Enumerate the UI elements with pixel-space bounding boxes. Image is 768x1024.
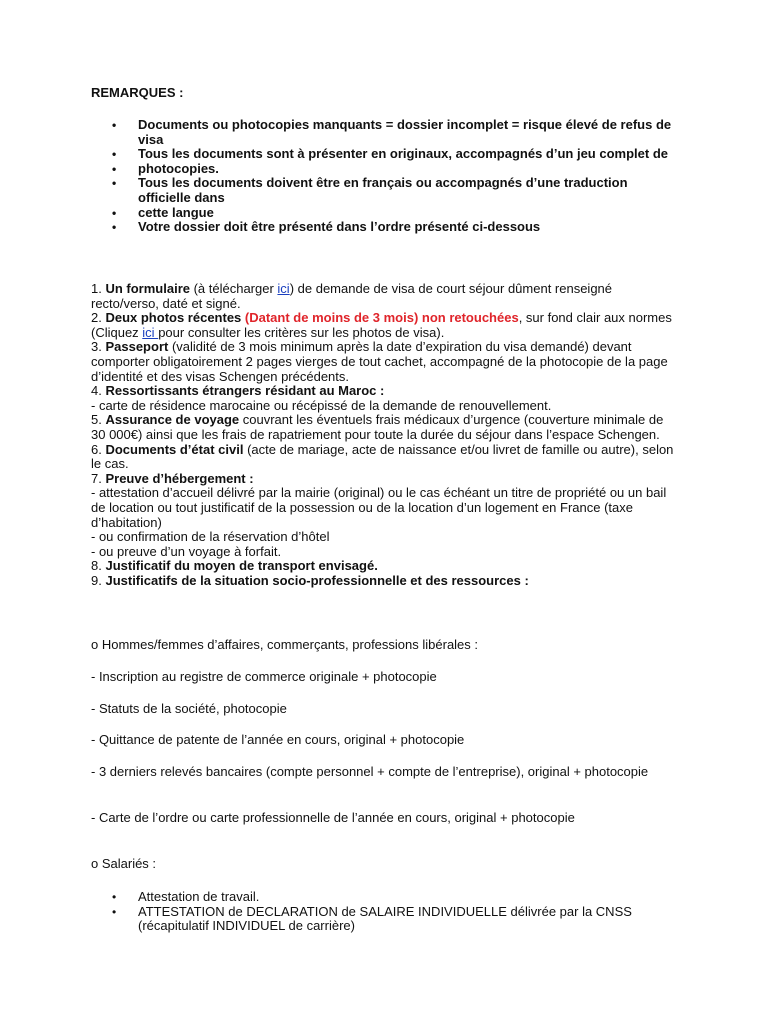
list-item: • Attestation de travail. bbox=[138, 890, 648, 905]
business-item: - 3 derniers relevés bancaires (compte personnel + compte de l’entreprise), original + photocopie bbox=[91, 764, 649, 779]
list-item: • Documents ou photocopies manquants = dossier incomplet = risque élevé de refus de visa bbox=[138, 118, 678, 147]
employees-category-title: o Salariés : bbox=[91, 856, 157, 871]
form-download-link[interactable]: ici bbox=[277, 281, 290, 296]
list-item: • cette langue bbox=[138, 206, 678, 221]
business-item: - Inscription au registre de commerce originale + photocopie bbox=[91, 669, 437, 684]
list-item: • Tous les documents doivent être en français ou accompagnés d’une traduction officielle dans bbox=[138, 176, 678, 205]
requirement-line: - attestation d’accueil délivré par la mairie (original) ou le cas échéant un titre de propriété ou un bail de location ou tout justificatif de la possession ou de la location d’un logement en France (taxe d’habitation) bbox=[91, 485, 667, 530]
business-item: - Statuts de la société, photocopie bbox=[91, 701, 287, 716]
employees-list bbox=[138, 890, 648, 934]
requirements-list bbox=[91, 282, 681, 588]
list-item: • Votre dossier doit être présenté dans l’ordre présenté ci-dessous bbox=[138, 220, 678, 235]
requirement-5: 5. Assurance de voyage couvrant les éventuels frais médicaux d’urgence (couverture minimale de 30 000€) ainsi que les frais de rapatriement pour toute la durée du séjour dans l’espace Schengen. bbox=[91, 412, 664, 442]
business-item: - Quittance de patente de l’année en cours, original + photocopie bbox=[91, 732, 465, 747]
remarks-list bbox=[138, 118, 678, 235]
requirement-line: - carte de résidence marocaine ou récépissé de la demande de renouvellement. bbox=[91, 397, 552, 413]
requirement-line: - ou preuve d’un voyage à forfait. bbox=[91, 543, 282, 559]
requirement-9: 9. Justificatifs de la situation socio-professionnelle et des ressources : bbox=[91, 572, 529, 588]
business-item: - Carte de l’ordre ou carte professionnelle de l’année en cours, original + photocopie bbox=[91, 810, 575, 825]
requirement-3: 3. Passeport (validité de 3 mois minimum après la date d’expiration du visa demandé) devant comporter obligatoirement 2 pages vierges de tout cachet, accompagné de la photocopie de la page d’identité et des visas Schengen précédents. bbox=[91, 339, 668, 384]
remarks-heading: REMARQUES : bbox=[91, 85, 184, 100]
list-item: • photocopies. bbox=[138, 162, 678, 177]
requirement-4: 4. Ressortissants étrangers résidant au Maroc : bbox=[91, 383, 385, 399]
requirement-8: 8. Justificatif du moyen de transport envisagé. bbox=[91, 558, 378, 574]
requirement-1: 1. Un formulaire (à télécharger ici) de demande de visa de court séjour dûment renseigné recto/verso, daté et signé. bbox=[91, 281, 613, 311]
list-item: • Tous les documents sont à présenter en originaux, accompagnés d’un jeu complet de bbox=[138, 147, 678, 162]
requirement-6: 6. Documents d’état civil (acte de mariage, acte de naissance et/ou livret de famille ou autre), selon le cas. bbox=[91, 441, 674, 472]
business-category-title: o Hommes/femmes d’affaires, commerçants, professions libérales : bbox=[91, 637, 479, 652]
photo-criteria-link[interactable]: ici bbox=[142, 324, 159, 340]
requirement-2: 2. Deux photos récentes (Datant de moins de 3 mois) non retouchées, sur fond clair aux normes (Cliquez ici pour consulter les critères sur les photos de visa). bbox=[91, 310, 672, 340]
list-item: • ATTESTATION de DECLARATION de SALAIRE INDIVIDUELLE délivrée par la CNSS (récapitulatif INDIVIDUEL de carrière) bbox=[138, 905, 648, 934]
requirement-line: - ou confirmation de la réservation d’hôtel bbox=[91, 529, 330, 545]
requirement-7: 7. Preuve d’hébergement : bbox=[91, 470, 254, 486]
